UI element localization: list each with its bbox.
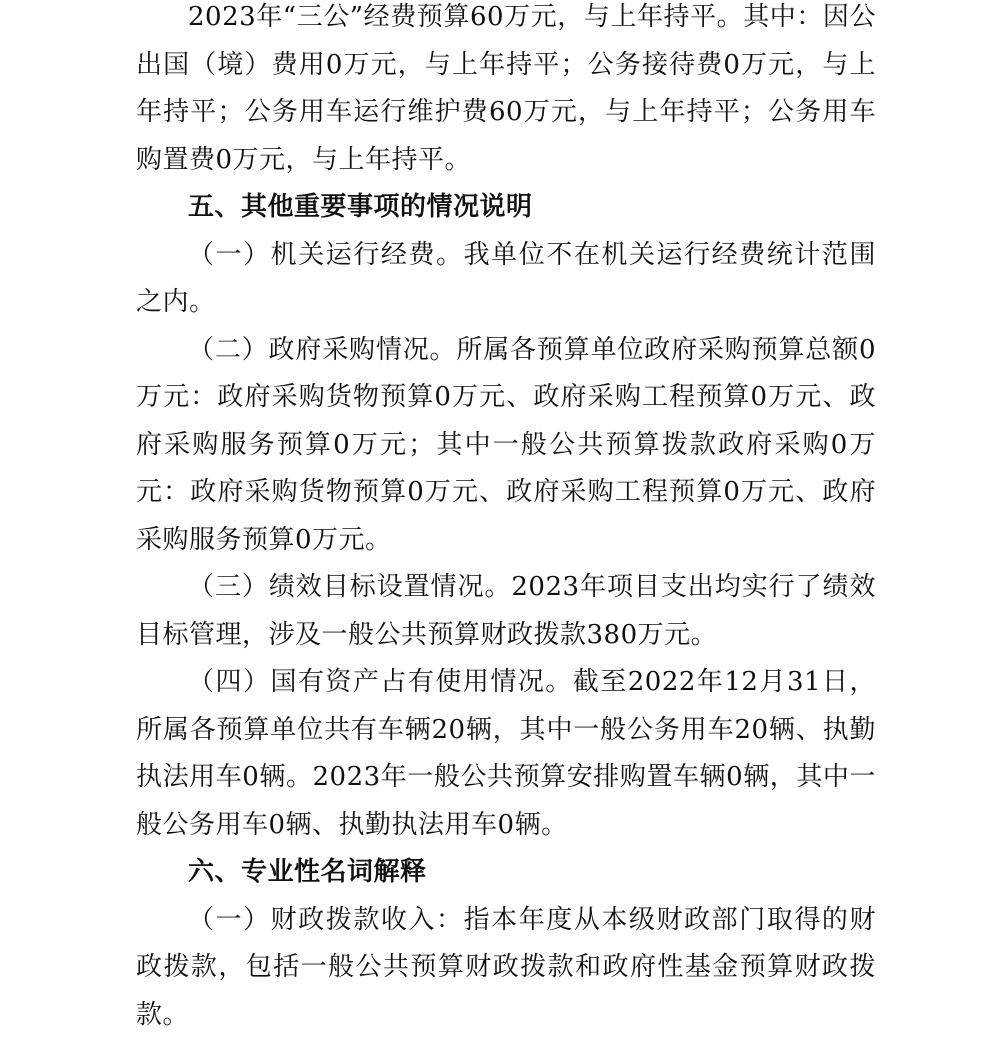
para-performance: （三）绩效目标设置情况。2023年项目支出均实行了绩效目标管理，涉及一般公共预算财政拨款380万元。 [136, 564, 876, 659]
document-page [136, 0, 876, 1039]
para-state-assets: （四）国有资产占有使用情况。截至2022年12月31日，所属各预算单位共有车辆20辆，其中一般公务用车20辆、执勤执法用车0辆。2023年一般公共预算安排购置车辆0辆，其中一般公务用车0辆、执勤执法用车0辆。 [136, 659, 876, 849]
para-operating-costs: （一）机关运行经费。我单位不在机关运行经费统计范围之内。 [136, 232, 876, 327]
heading-section-6: 六、专业性名词解释 [136, 849, 876, 897]
para-fiscal-appropriation: （一）财政拨款收入：指本年度从本级财政部门取得的财政拨款，包括一般公共预算财政拨款和政府性基金预算财政拨款。 [136, 897, 876, 1039]
para-procurement: （二）政府采购情况。所属各预算单位政府采购预算总额0万元：政府采购货物预算0万元、政府采购工程预算0万元、政府采购服务预算0万元；其中一般公共预算拨款政府采购0万元：政府采购货物预算0万元、政府采购工程预算0万元、政府采购服务预算0万元。 [136, 327, 876, 565]
heading-section-5: 五、其他重要事项的情况说明 [136, 184, 876, 232]
para-sangong-budget: 2023年“三公”经费预算60万元，与上年持平。其中：因公出国（境）费用0万元，与上年持平；公务接待费0万元，与上年持平；公务用车运行维护费60万元，与上年持平；公务用车购置费0万元，与上年持平。 [136, 0, 876, 184]
